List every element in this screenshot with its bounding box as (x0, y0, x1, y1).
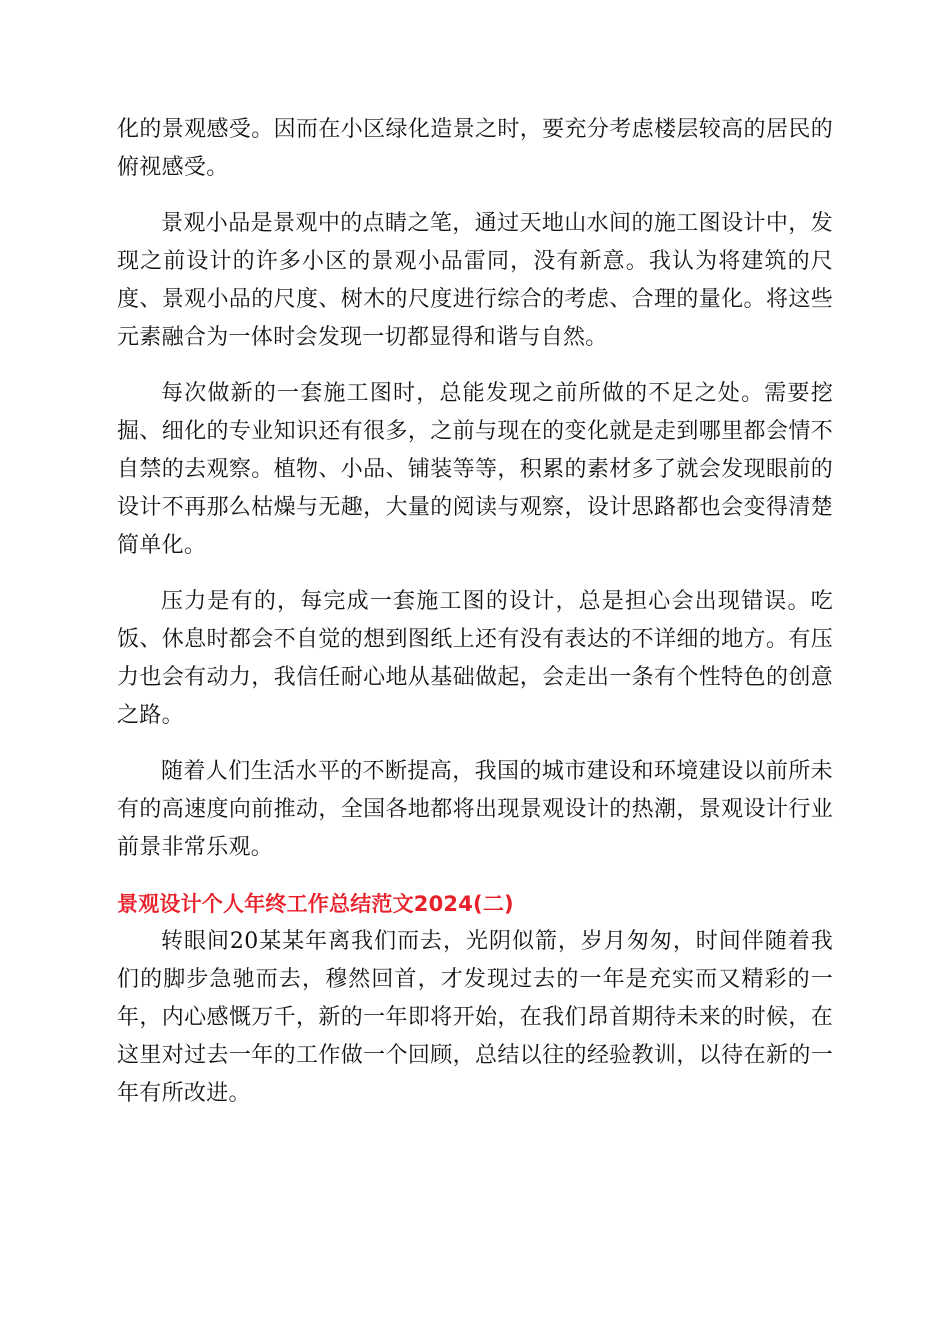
paragraph-landscape-features: 景观小品是景观中的点睛之笔，通过天地山水间的施工图设计中，发现之前设计的许多小区的景观小品雷同，没有新意。我认为将建筑的尺度、景观小品的尺度、树木的尺度进行综合的考虑、合理的量化。将这些元素融合为一体时会发现一切都显得和谐与自然。 (117, 211, 833, 350)
paragraph-industry-outlook: 随着人们生活水平的不断提高，我国的城市建设和环境建设以前所未有的高速度向前推动，全国各地都将出现景观设计的热潮，景观设计行业前景非常乐观。 (117, 759, 833, 860)
paragraph-construction-drawings: 每次做新的一套施工图时，总能发现之前所做的不足之处。需要挖掘、细化的专业知识还有很多，之前与现在的变化就是走到哪里都会情不自禁的去观察。植物、小品、铺装等等，积累的素材多了就会发现眼前的设计不再那么枯燥与无趣，大量的阅读与观察，设计思路都也会变得清楚简单化。 (117, 381, 833, 558)
paragraph-continued: 化的景观感受。因而在小区绿化造景之时，要充分考虑楼层较高的居民的俯视感受。 (117, 117, 833, 180)
document-page (117, 111, 833, 1131)
paragraph-year-review: 转眼间20某某年离我们而去，光阴似箭，岁月匆匆，时间伴随着我们的脚步急驰而去，穆然回首，才发现过去的一年是充实而又精彩的一年，内心感慨万千，新的一年即将开始，在我们昂首期待未来的时候，在这里对过去一年的工作做一个回顾，总结以往的经验教训，以待在新的一年有所改进。 (117, 929, 833, 1106)
paragraph-pressure: 压力是有的，每完成一套施工图的设计，总是担心会出现错误。吃饭、休息时都会不自觉的想到图纸上还有没有表达的不详细的地方。有压力也会有动力，我信任耐心地从基础做起，会走出一条有个性特色的创意之路。 (117, 589, 833, 728)
section-heading: 景观设计个人年终工作总结范文2024(二) (117, 892, 514, 916)
